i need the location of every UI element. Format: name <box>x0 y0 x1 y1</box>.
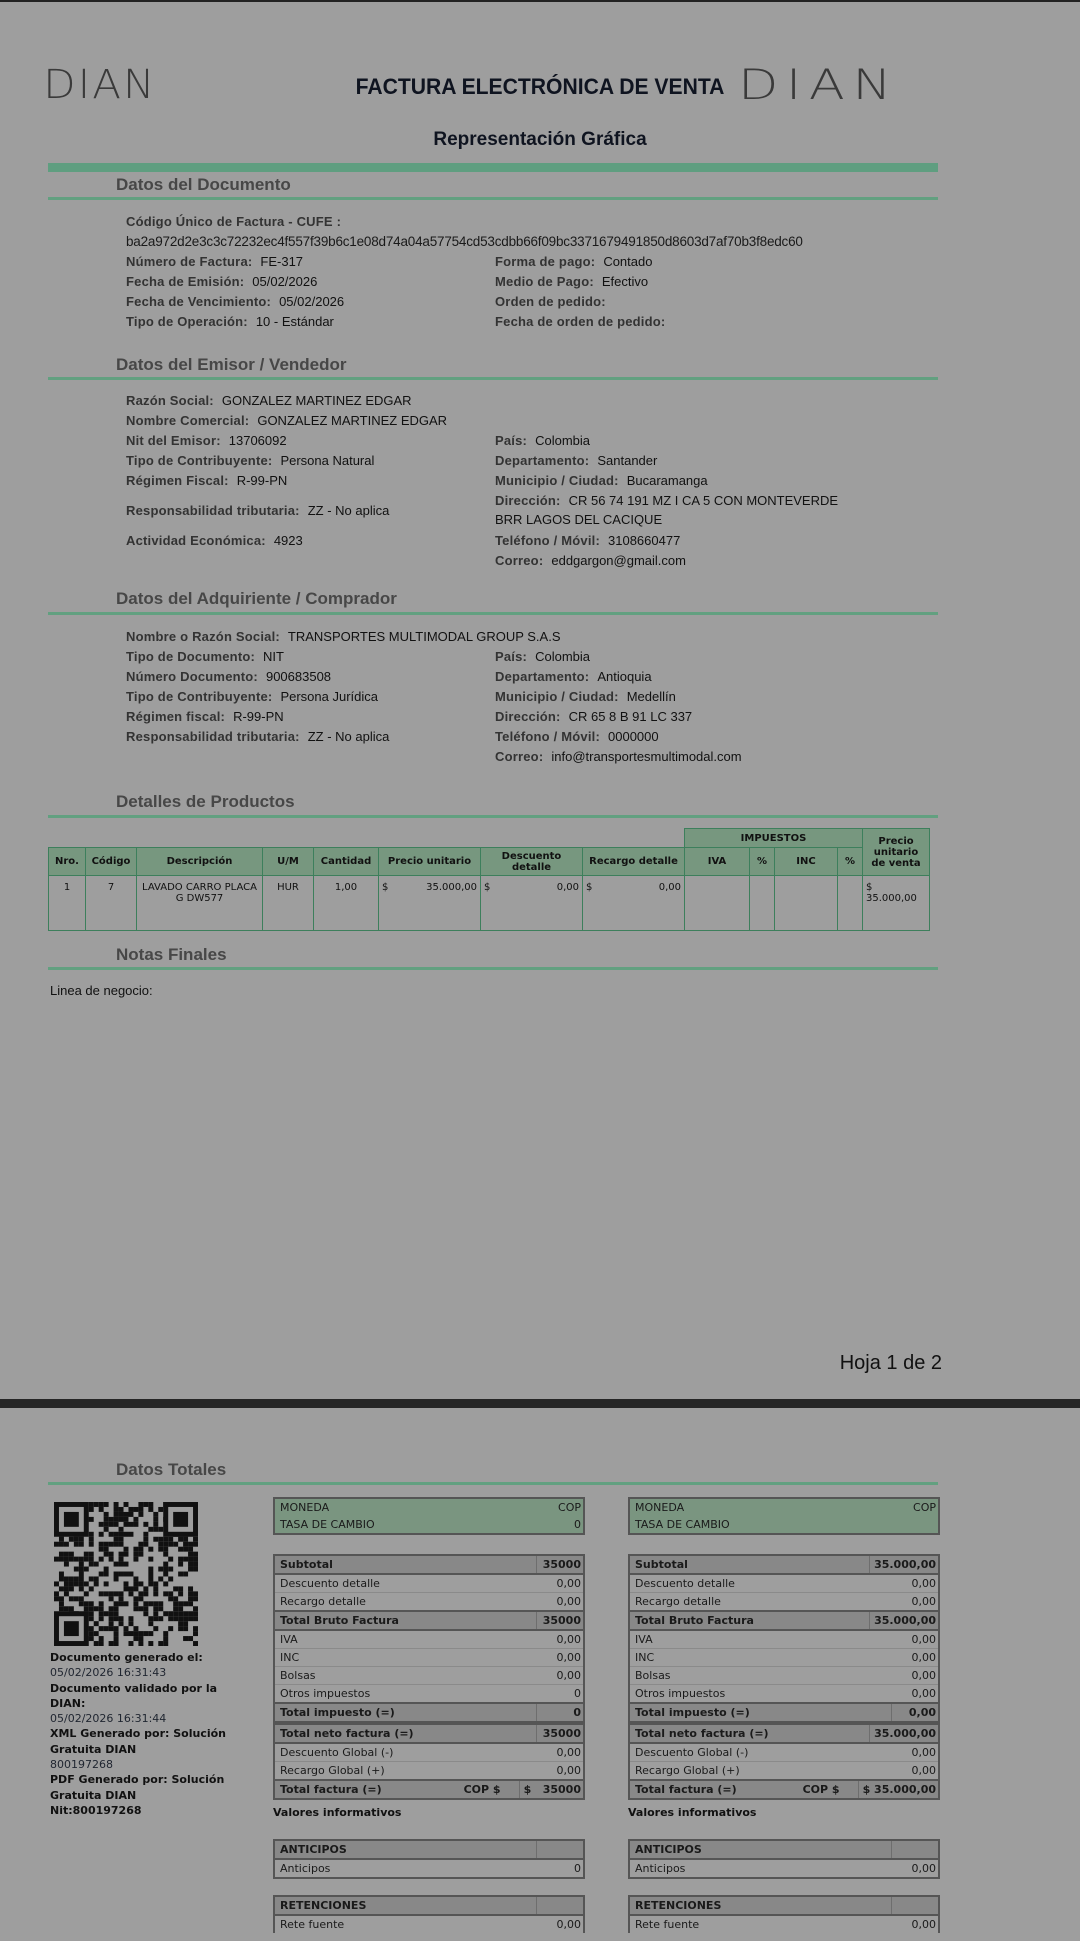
total-label: INC <box>280 1651 300 1664</box>
total-value: 0,00 <box>911 1651 936 1664</box>
field-row <box>126 294 344 309</box>
total-value: 0,00 <box>911 1595 936 1608</box>
totals-row <box>630 1575 938 1592</box>
tasa-label: TASA DE CAMBIO <box>280 1518 375 1531</box>
col-recargo: Recargo detalle <box>583 848 685 876</box>
pdf-nit: Nit:800197268 <box>50 1803 142 1817</box>
field-value: TRANSPORTES MULTIMODAL GROUP S.A.S <box>287 629 561 644</box>
total-label: INC <box>635 1651 655 1664</box>
field-label: Municipio / Ciudad: <box>495 689 619 704</box>
total-value: 0,00 <box>556 1669 581 1682</box>
field-label: Dirección: <box>495 709 561 724</box>
dian-logo-left: DIAN <box>43 62 157 108</box>
field-value: eddgargon@gmail.com <box>551 553 686 568</box>
totals-row <box>275 1779 583 1800</box>
field-row <box>126 629 561 644</box>
totals-row <box>630 1744 938 1761</box>
impuestos-header: IMPUESTOS <box>685 829 863 848</box>
field-label: Responsabilidad tributaria: <box>126 503 300 518</box>
section-title-totales: Datos Totales <box>116 1460 227 1479</box>
col-iva-pct: % <box>750 848 775 876</box>
anticipos-header: ANTICIPOS <box>280 1843 347 1856</box>
field-value: R-99-PN <box>233 709 284 724</box>
field-value: GONZALEZ MARTINEZ EDGAR <box>257 413 448 428</box>
section-title-productos: Detalles de Productos <box>116 792 295 811</box>
field-label: Dirección: <box>495 493 561 508</box>
total-value: 0,00 <box>911 1577 936 1590</box>
total-label: IVA <box>280 1633 298 1646</box>
total-currency: COP $ <box>463 1783 501 1796</box>
total-label: Bolsas <box>280 1669 316 1682</box>
field-value: 900683508 <box>265 669 332 684</box>
section-title-documento: Datos del Documento <box>116 175 291 194</box>
total-label: Total neto factura (=) <box>635 1727 769 1740</box>
tasa-value: 0 <box>574 1518 581 1531</box>
cell-descuento: $ 0,00 <box>481 876 583 931</box>
field-label: Régimen Fiscal: <box>126 473 229 488</box>
field-label: Tipo de Contribuyente: <box>126 453 273 468</box>
field-label: Tipo de Documento: <box>126 649 256 664</box>
total-label: Otros impuestos <box>635 1687 726 1700</box>
col-um: U/M <box>263 848 314 876</box>
xml-nit: 800197268 <box>50 1758 113 1772</box>
total-label: Total factura (=) <box>280 1783 382 1796</box>
field-label: Tipo de Operación: <box>126 314 248 329</box>
field-row <box>495 493 838 508</box>
total-value: 0 <box>574 1687 581 1700</box>
field-value: 0000000 <box>608 729 659 744</box>
total-value: 35000 <box>536 1725 581 1742</box>
section-divider <box>48 967 938 970</box>
section-divider <box>48 612 938 615</box>
field-value: R-99-PN <box>236 473 288 488</box>
total-value: 35000 <box>536 1612 581 1629</box>
col-descuento: Descuento detalle <box>481 848 583 876</box>
totals-row <box>630 1631 938 1648</box>
field-value: 3108660477 <box>608 533 681 548</box>
anticipos-header: ANTICIPOS <box>635 1843 702 1856</box>
section-divider <box>48 197 938 200</box>
field-row <box>126 473 287 488</box>
field-value: CR 65 8 B 91 LC 337 <box>568 709 693 724</box>
field-value: Contado <box>603 254 653 269</box>
col-codigo: Código <box>86 848 137 876</box>
products-table <box>48 828 930 931</box>
rete-fuente-value: 0,00 <box>911 1918 936 1931</box>
totals-row <box>275 1631 583 1648</box>
field-value: CR 56 74 191 MZ I CA 5 CON MONTEVERDE <box>568 493 839 508</box>
field-row <box>126 503 389 518</box>
cell-inc-pct <box>838 876 863 931</box>
field-value: info@transportesmultimodal.com <box>551 749 742 764</box>
cell-precio: $ 35.000,00 <box>379 876 481 931</box>
total-value: 0,00 <box>556 1651 581 1664</box>
field-value: 05/02/2026 <box>279 294 345 309</box>
field-label: Medio de Pago: <box>495 274 594 289</box>
total-value: 35000 <box>536 1556 581 1573</box>
field-label: Forma de pago: <box>495 254 596 269</box>
field-row <box>495 274 648 289</box>
generation-info <box>50 1650 240 1818</box>
field-label: Teléfono / Móvil: <box>495 533 600 548</box>
field-row <box>126 709 284 724</box>
linea-negocio: Linea de negocio: <box>50 983 153 998</box>
field-label: Departamento: <box>495 669 590 684</box>
totals-row <box>630 1779 938 1800</box>
cell-descripcion: LAVADO CARRO PLACA G DW577 <box>137 876 263 931</box>
totals-row <box>630 1666 938 1684</box>
totals-row <box>630 1702 938 1723</box>
moneda-label: MONEDA <box>280 1501 330 1514</box>
currency-box <box>273 1497 585 1535</box>
field-value: Efectivo <box>601 274 649 289</box>
field-row <box>126 649 284 664</box>
cell-um: HUR <box>263 876 314 931</box>
cell-inc <box>775 876 838 931</box>
field-label: Tipo de Contribuyente: <box>126 689 273 704</box>
field-value: ZZ - No aplica <box>307 503 390 518</box>
total-value: 0,00 <box>911 1633 936 1646</box>
col-inc: INC <box>775 848 838 876</box>
anticipos-value: 0 <box>574 1862 581 1875</box>
totals-row <box>630 1592 938 1610</box>
field-label: Nombre o Razón Social: <box>126 629 280 644</box>
total-label: Recargo Global (+) <box>635 1764 740 1777</box>
totals-row <box>275 1684 583 1702</box>
totals-row <box>275 1761 583 1779</box>
anticipos-box <box>628 1839 940 1879</box>
rete-fuente-value: 0,00 <box>556 1918 581 1931</box>
document-title: FACTURA ELECTRÓNICA DE VENTA <box>355 74 725 99</box>
field-label: País: <box>495 649 528 664</box>
totals-row <box>630 1761 938 1779</box>
rete-fuente-label: Rete fuente <box>280 1918 345 1931</box>
moneda-label: MONEDA <box>635 1501 685 1514</box>
cell-cantidad: 1,00 <box>314 876 379 931</box>
field-label: Teléfono / Móvil: <box>495 729 600 744</box>
cell-codigo: 7 <box>86 876 137 931</box>
field-row <box>495 453 657 468</box>
field-row <box>126 453 374 468</box>
section-divider <box>48 377 938 380</box>
total-value: 0,00 <box>911 1687 936 1700</box>
col-cantidad: Cantidad <box>314 848 379 876</box>
field-value: GONZALEZ MARTINEZ EDGAR <box>221 393 412 408</box>
total-currency: COP $ <box>802 1783 840 1796</box>
total-value: 0,00 <box>556 1595 581 1608</box>
cell-precio-venta: $ 35.000,00 <box>863 876 930 931</box>
total-label: IVA <box>635 1633 653 1646</box>
field-value: Persona Jurídica <box>280 689 378 704</box>
tasa-label: TASA DE CAMBIO <box>635 1518 730 1531</box>
field-row <box>495 314 673 329</box>
total-value: 35.000,00 <box>869 1725 936 1742</box>
total-label: Recargo detalle <box>635 1595 721 1608</box>
total-label: Descuento Global (-) <box>280 1746 394 1759</box>
col-precio-unitario: Precio unitario <box>379 848 481 876</box>
field-label: Fecha de Vencimiento: <box>126 294 272 309</box>
total-label: Otros impuestos <box>280 1687 371 1700</box>
field-value: 05/02/2026 <box>252 274 318 289</box>
total-value: $ 35.000,00 <box>858 1781 936 1798</box>
field-value: 4923 <box>273 533 303 548</box>
field-label: Razón Social: <box>126 393 214 408</box>
total-label: Subtotal <box>635 1558 688 1571</box>
total-value: 35.000,00 <box>869 1556 936 1573</box>
field-label: Correo: <box>495 553 544 568</box>
total-label: Total Bruto Factura <box>280 1614 399 1627</box>
totals-row <box>630 1648 938 1666</box>
cufe-label: Código Único de Factura - CUFE : <box>126 214 342 229</box>
field-row <box>495 729 659 744</box>
field-row <box>495 689 676 704</box>
section-title-emisor: Datos del Emisor / Vendedor <box>116 355 347 374</box>
totals-row <box>275 1554 583 1575</box>
total-value: 35.000,00 <box>869 1612 936 1629</box>
totals-row <box>630 1554 938 1575</box>
field-value: Colombia <box>535 649 590 664</box>
totals-row <box>630 1684 938 1702</box>
field-label: País: <box>495 433 528 448</box>
anticipos-value: 0,00 <box>911 1862 936 1875</box>
anticipos-label: Anticipos <box>635 1862 686 1875</box>
total-label: Total impuesto (=) <box>280 1706 395 1719</box>
totals-table <box>628 1554 940 1800</box>
retenciones-box <box>628 1895 940 1933</box>
total-label: Recargo Global (+) <box>280 1764 385 1777</box>
generado-label: Documento generado el: <box>50 1651 203 1664</box>
moneda-value: COP <box>558 1501 581 1514</box>
totals-row <box>630 1610 938 1631</box>
total-value: $ 35000 <box>519 1781 581 1798</box>
totals-row <box>630 1723 938 1744</box>
totals-table <box>273 1554 585 1800</box>
cufe-value: ba2a972d2e3c3c72232ec4f557f39b6c1e08d74a04a57754cd53cdbb66f09bc3371679491850d8603d7af70b3f8edc60 <box>126 234 803 249</box>
field-row <box>126 433 287 448</box>
field-label: Actividad Económica: <box>126 533 266 548</box>
total-label: Total impuesto (=) <box>635 1706 750 1719</box>
col-inc-pct: % <box>838 848 863 876</box>
totals-row <box>275 1610 583 1631</box>
col-precio-venta: Precio unitario de venta <box>863 829 930 876</box>
totals-row <box>275 1592 583 1610</box>
total-value: 0,00 <box>556 1764 581 1777</box>
moneda-value: COP <box>913 1501 936 1514</box>
field-label: Fecha de Emisión: <box>126 274 245 289</box>
totals-row <box>275 1744 583 1761</box>
total-value: 0,00 <box>911 1746 936 1759</box>
totals-row <box>275 1648 583 1666</box>
validado-label: Documento validado por la DIAN: <box>50 1681 218 1710</box>
field-row <box>126 254 303 269</box>
total-value: 0,00 <box>556 1577 581 1590</box>
col-descripcion: Descripción <box>137 848 263 876</box>
window-top-border <box>0 0 1080 2</box>
field-row <box>495 254 652 269</box>
field-label: Orden de pedido: <box>495 294 606 309</box>
section-divider <box>48 1482 938 1485</box>
field-value: NIT <box>263 649 284 664</box>
anticipos-box <box>273 1839 585 1879</box>
page-break <box>0 1399 1080 1408</box>
total-label: Descuento detalle <box>280 1577 380 1590</box>
section-title-adquiriente: Datos del Adquiriente / Comprador <box>116 589 397 608</box>
field-label: Nit del Emisor: <box>126 433 221 448</box>
field-row <box>495 294 614 309</box>
field-row <box>126 689 378 704</box>
col-nro: Nro. <box>49 848 86 876</box>
total-label: Descuento Global (-) <box>635 1746 749 1759</box>
xml-label: XML Generado por: Solución Gratuita DIAN <box>50 1727 226 1756</box>
field-label: Fecha de orden de pedido: <box>495 314 666 329</box>
totals-row <box>275 1666 583 1684</box>
field-label: Municipio / Ciudad: <box>495 473 619 488</box>
totals-row <box>275 1702 583 1723</box>
field-value: Antioquia <box>597 669 652 684</box>
field-label: Responsabilidad tributaria: <box>126 729 300 744</box>
total-label: Total neto factura (=) <box>280 1727 414 1740</box>
total-value: 0,00 <box>911 1764 936 1777</box>
field-value: Santander <box>597 453 658 468</box>
field-value: 13706092 <box>228 433 287 448</box>
total-value: 0,00 <box>911 1669 936 1682</box>
field-row <box>495 433 590 448</box>
field-row <box>126 393 412 408</box>
field-value: Colombia <box>535 433 590 448</box>
field-value: ZZ - No aplica <box>307 729 390 744</box>
field-value: Medellín <box>626 689 676 704</box>
total-value: 0,00 <box>891 1704 936 1721</box>
field-label: Número de Factura: <box>126 254 253 269</box>
cell-iva <box>685 876 750 931</box>
generado-value: 05/02/2026 16:31:43 <box>50 1666 167 1680</box>
totals-row <box>275 1575 583 1592</box>
cell-recargo: $ 0,00 <box>583 876 685 931</box>
anticipos-label: Anticipos <box>280 1862 331 1875</box>
section-title-notas: Notas Finales <box>116 945 227 964</box>
total-value: 0,00 <box>556 1746 581 1759</box>
field-row <box>126 669 331 684</box>
retenciones-header: RETENCIONES <box>280 1899 367 1912</box>
table-row <box>49 876 930 931</box>
cell-nro: 1 <box>49 876 86 931</box>
field-row <box>126 274 317 289</box>
total-value: 0 <box>536 1704 581 1721</box>
field-label: Número Documento: <box>126 669 258 684</box>
field-value-continued: BRR LAGOS DEL CACIQUE <box>495 512 663 527</box>
field-row <box>495 473 708 488</box>
field-row <box>495 669 652 684</box>
field-row <box>495 553 686 568</box>
field-value: 10 - Estándar <box>255 314 334 329</box>
total-label: Subtotal <box>280 1558 333 1571</box>
pdf-label: PDF Generado por: Solución Gratuita DIAN <box>50 1773 225 1802</box>
field-row <box>495 709 692 724</box>
field-value: FE-317 <box>260 254 304 269</box>
field-row <box>126 314 334 329</box>
total-label: Recargo detalle <box>280 1595 366 1608</box>
page-number: Hoja 1 de 2 <box>839 1352 942 1374</box>
field-label: Departamento: <box>495 453 590 468</box>
totals-row <box>275 1723 583 1744</box>
validado-value: 05/02/2026 16:31:44 <box>50 1712 167 1726</box>
field-row <box>126 729 389 744</box>
field-value: Persona Natural <box>280 453 375 468</box>
header-band <box>48 163 938 172</box>
valores-informativos: Valores informativos <box>273 1806 402 1819</box>
field-value: Bucaramanga <box>626 473 708 488</box>
field-row <box>495 649 590 664</box>
currency-box <box>628 1497 940 1535</box>
section-divider <box>48 815 938 818</box>
field-label: Correo: <box>495 749 544 764</box>
total-label: Descuento detalle <box>635 1577 735 1590</box>
valores-informativos: Valores informativos <box>628 1806 757 1819</box>
dian-logo-right: DIAN <box>738 60 900 109</box>
col-iva: IVA <box>685 848 750 876</box>
rete-fuente-label: Rete fuente <box>635 1918 700 1931</box>
retenciones-box <box>273 1895 585 1933</box>
retenciones-header: RETENCIONES <box>635 1899 722 1912</box>
field-label: Régimen fiscal: <box>126 709 226 724</box>
document-subtitle: Representación Gráfica <box>433 129 647 150</box>
field-row <box>495 749 742 764</box>
total-value: 0,00 <box>556 1633 581 1646</box>
total-label: Bolsas <box>635 1669 671 1682</box>
field-label: Nombre Comercial: <box>126 413 250 428</box>
qr-code <box>54 1502 198 1646</box>
field-row <box>126 413 447 428</box>
field-row <box>126 533 303 548</box>
total-label: Total Bruto Factura <box>635 1614 754 1627</box>
field-row <box>495 533 680 548</box>
cell-iva-pct <box>750 876 775 931</box>
total-label: Total factura (=) <box>635 1783 737 1796</box>
